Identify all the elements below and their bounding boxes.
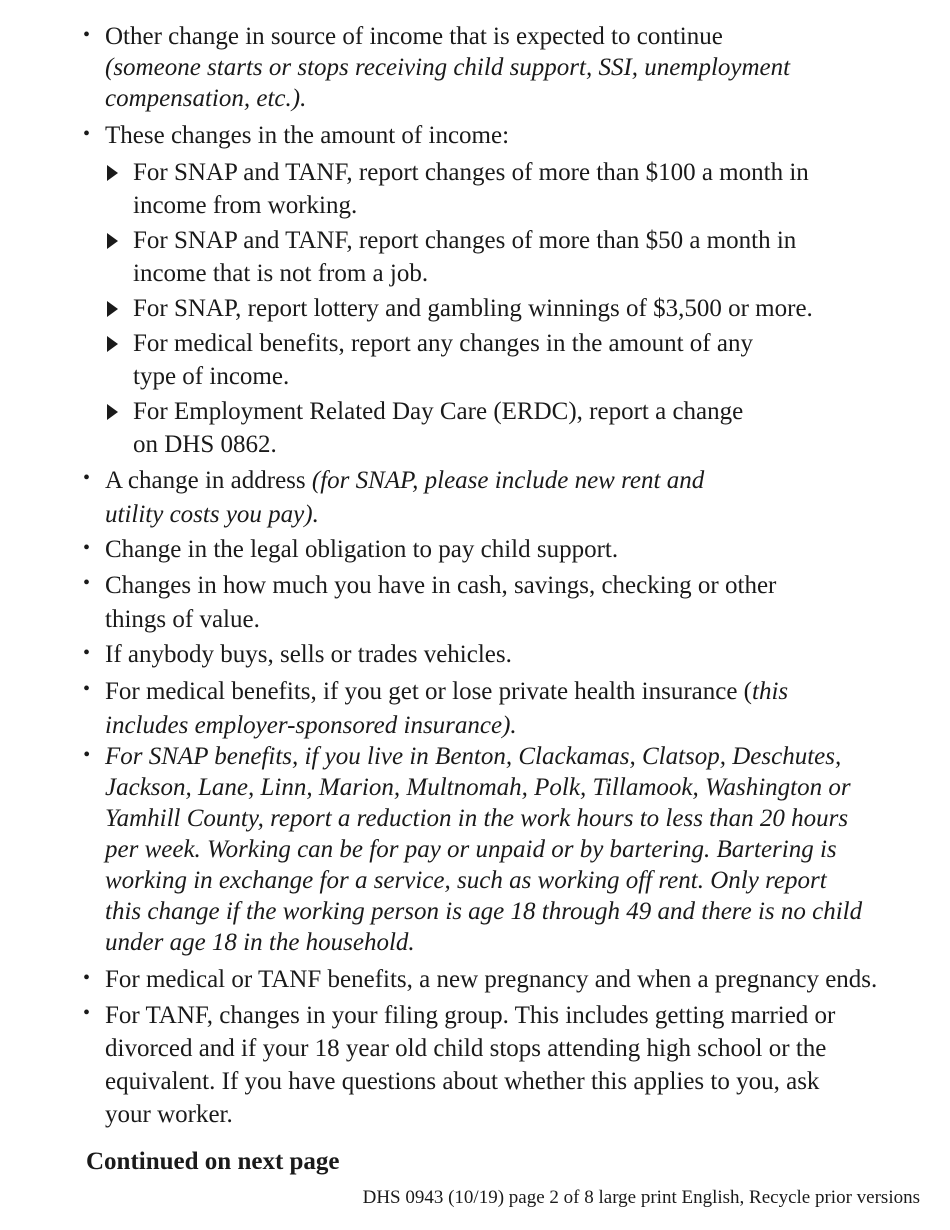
list-item-text: These changes in the amount of income: [105,122,510,149]
list-item [83,21,933,114]
bullet: • [83,678,91,700]
bullet: • [83,537,91,559]
list-item [83,675,933,743]
bullet: • [83,467,91,489]
list-item-text: If anybody buys, sells or trades vehicles. [105,641,512,668]
list-item [83,999,933,1131]
bullet: • [83,642,91,664]
list-item [83,639,933,670]
sub-list-item [105,292,935,325]
sub-list-item [105,327,935,393]
list-item-text: A change in address (for SNAP, please include new rent and utility costs you pay). [105,467,705,528]
sub-list-item-text: For SNAP and TANF, report changes of more than $100 a month in income from working. [133,159,809,219]
sub-list-item-text: For medical benefits, report any changes in the amount of any type of income. [133,330,753,390]
list-item-text: Changes in how much you have in cash, savings, checking or other things of value. [105,572,777,633]
sub-list-item-text: For SNAP and TANF, report changes of more than $50 a month in income that is not from a job. [133,227,797,287]
list-item-text: For TANF, changes in your filing group. This includes getting married or divorced and if your 18 year old child stops attending high school or the equivalent. If you have questions about whether this applies to you, ask your worker. [105,1002,836,1128]
bullet: • [83,572,91,594]
sub-list-item [105,395,935,461]
bullet: • [83,967,91,989]
list-item [83,464,933,532]
list-item [83,964,933,995]
list-item [83,741,933,958]
page-footer: DHS 0943 (10/19) page 2 of 8 large print English, Recycle prior versions [362,1187,920,1208]
sub-list-item [105,156,935,222]
bullet: • [83,1002,91,1024]
triangle-bullet-icon [107,233,118,249]
sub-list-item-text: For SNAP, report lottery and gambling winnings of $3,500 or more. [133,295,813,322]
list-item-text: For medical or TANF benefits, a new pregnancy and when a pregnancy ends. [105,966,878,993]
sub-list-item-text: For Employment Related Day Care (ERDC), report a change on DHS 0862. [133,398,744,458]
bullet: • [83,24,91,46]
continued-note: Continued on next page [86,1148,340,1175]
bullet: • [83,123,91,145]
list-item [83,534,933,565]
bullet: • [83,744,91,766]
triangle-bullet-icon [107,165,118,181]
list-item-text: For SNAP benefits, if you live in Benton, Clackamas, Clatsop, Deschutes, Jackson, Lane, Linn, Marion, Multnomah, Polk, Tillamook, Washington or Yamhill County, report a reduction in the work hours to less than 20 hours per week. Working can be for pay or unpaid or by bartering. Bartering is working in exchange for a service, such as working off rent. Only report this change if the working person is age 18 through 49 and there is no child under age 18 in the household. [105,743,863,956]
list-item-text: For medical benefits, if you get or lose private health insurance (this includes employer-sponsored insurance). [105,678,789,739]
list-item-text: Other change in source of income that is expected to continue (someone starts or stops receiving child support, SSI, unemployment compensation, etc.). [105,23,791,112]
triangle-bullet-icon [107,336,118,352]
sub-list-item [105,224,935,290]
list-item [83,569,933,637]
list-item [83,120,933,151]
triangle-bullet-icon [107,404,118,420]
list-item-text: Change in the legal obligation to pay child support. [105,536,619,563]
triangle-bullet-icon [107,301,118,317]
